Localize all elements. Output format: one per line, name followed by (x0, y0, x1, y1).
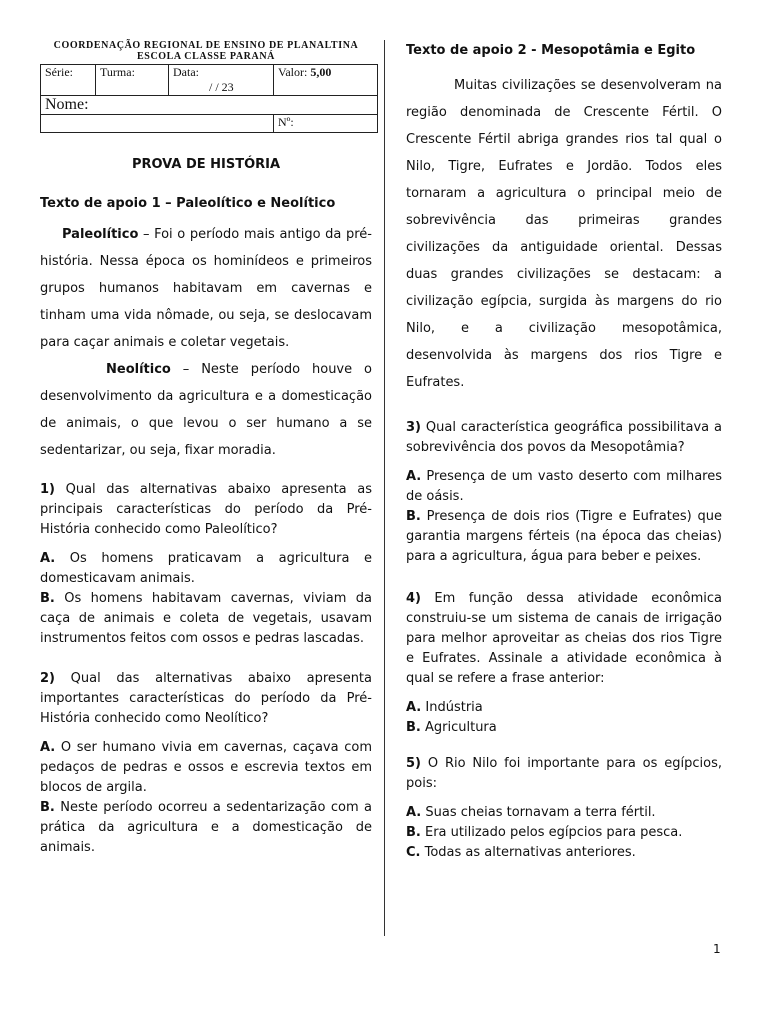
support-text-1-title: Texto de apoio 1 – Paleolítico e Neolítico (40, 196, 336, 211)
question-5-option-c[interactable]: C. Todas as alternativas anteriores. (406, 845, 636, 860)
question-2-text: 2) Qual das alternativas abaixo apresenta importantes características do período da Pré-História conhecido como Neolítico? (40, 671, 372, 726)
question-3-option-b[interactable]: B. Presença de dois rios (Tigre e Eufrates) que garantia margens férteis (na época das cheias) para a agricultura, água para beber e peixes. (406, 509, 722, 564)
date-slashes: / / 23 (209, 80, 234, 94)
question-3-option-a[interactable]: A. Presença de um vasto deserto com milhares de oásis. (406, 469, 722, 504)
institution-line-2: ESCOLA CLASSE PARANÁ (137, 51, 275, 62)
numero-field[interactable]: Nº: (274, 115, 378, 133)
neolitico-paragraph: Neolítico – Neste período houve o desenvolvimento da agricultura e a domesticação de animais, o que levou o ser humano a se sedentarizar, ou seja, fixar moradia. (40, 362, 372, 458)
data-field[interactable]: Data: / / 23 (169, 65, 274, 96)
support-text-2-title: Texto de apoio 2 - Mesopotâmia e Egito (406, 43, 696, 58)
question-4 (406, 589, 722, 738)
student-info-table (40, 64, 378, 133)
page-number: 1 (713, 942, 721, 956)
institution-header (40, 40, 372, 62)
question-1-text: 1) Qual das alternativas abaixo apresenta as principais características do período da Pré-História conhecido como Paleolítico? (40, 482, 372, 537)
support-text-2-paragraph: Muitas civilizações se desenvolveram na região denominada de Crescente Fértil. O Crescente Fértil abriga grandes rios tal qual o Nilo, Tigre, Eufrates e Jordão. Todos eles tornaram a agricultura o principal meio de sobrevivência das primeiras grandes civilizações da antiguidade oriental. Dessas duas grandes civilizações se destacam: a civilização egípcia, surgida às margens do rio Nilo, e a civilização mesopotâmica, desenvolvida às margens dos rios Tigre e Eufrates. (406, 78, 722, 390)
institution-line-1: COORDENAÇÃO REGIONAL DE ENSINO DE PLANALTINA (53, 40, 359, 51)
valor-field: Valor: 5,00 (274, 65, 378, 96)
left-column (40, 40, 372, 858)
nome-field[interactable]: Nome: (41, 96, 378, 115)
question-4-option-b[interactable]: B. Agricultura (406, 720, 497, 735)
question-1 (40, 480, 372, 649)
question-4-text: 4) Em função dessa atividade econômica construiu-se um sistema de canais de irrigação para melhor aproveitar as cheias dos rios Tigre e Eufrates. Assinale a atividade econômica à qual se refere a frase anterior: (406, 591, 722, 686)
question-3-text: 3) Qual característica geográfica possibilitava a sobrevivência dos povos da Mesopotâmia? (406, 420, 722, 455)
question-1-option-b[interactable]: B. Os homens habitavam cavernas, viviam da caça de animais e coleta de vegetais, usavam instrumentos feitos com ossos e pedras lascadas. (40, 591, 372, 646)
question-2-option-b[interactable]: B. Neste período ocorreu a sedentarização com a prática da agricultura e a domesticação de animais. (40, 800, 372, 855)
question-2-option-a[interactable]: A. O ser humano vivia em cavernas, caçava com pedaços de pedras e ossos e escrevia textos em blocos de argila. (40, 740, 372, 795)
turma-field[interactable]: Turma: (96, 65, 169, 96)
question-4-option-a[interactable]: A. Indústria (406, 700, 483, 715)
question-5-text: 5) O Rio Nilo foi importante para os egípcios, pois: (406, 756, 722, 791)
question-2 (40, 669, 372, 858)
question-1-option-a[interactable]: A. Os homens praticavam a agricultura e domesticavam animais. (40, 551, 372, 586)
valor-value: 5,00 (310, 65, 332, 79)
serie-field[interactable]: Série: (41, 65, 96, 96)
question-5 (406, 754, 722, 863)
question-3 (406, 418, 722, 567)
exam-title: PROVA DE HISTÓRIA (131, 157, 281, 172)
question-5-option-b[interactable]: B. Era utilizado pelos egípcios para pesca. (406, 825, 683, 840)
paleolitico-paragraph: Paleolítico – Foi o período mais antigo da pré-história. Nessa época os hominídeos e primeiros grupos humanos habitavam em cavernas e tinham uma vida nômade, ou seja, se deslocavam para caçar animais e coletar vegetais. (40, 227, 372, 350)
column-divider (384, 40, 385, 936)
blank-field (41, 115, 274, 133)
right-column (406, 40, 722, 863)
question-5-option-a[interactable]: A. Suas cheias tornavam a terra fértil. (406, 805, 656, 820)
